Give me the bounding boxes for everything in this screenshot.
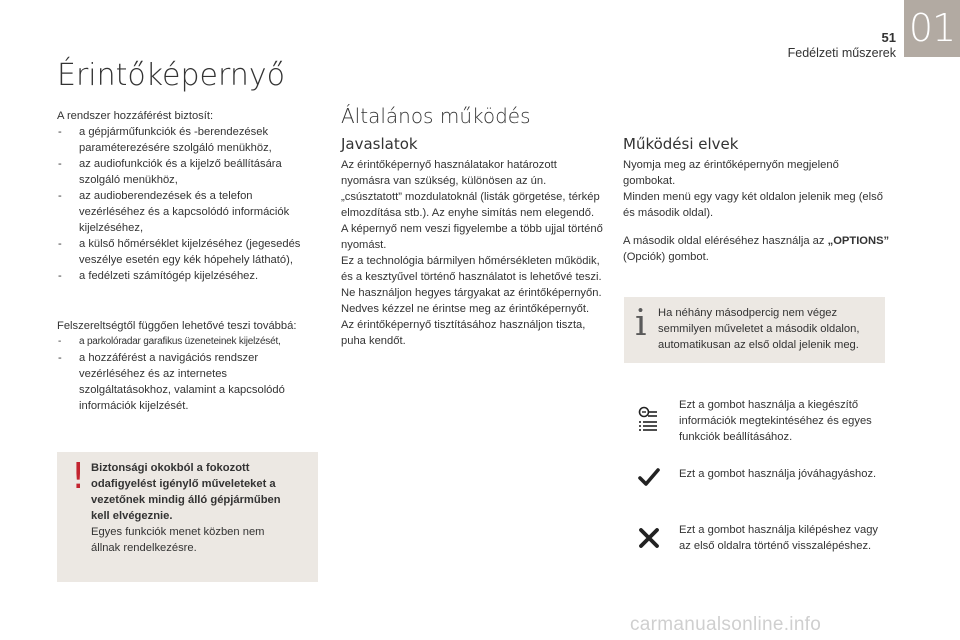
exit-button-text: Ezt a gombot használja kilépéshez vagy az első oldalra történő visszalépéshez. bbox=[679, 524, 879, 552]
list-item: - az audiofunkciók és a kijelző beállítására szolgáló menükhöz, bbox=[57, 156, 319, 188]
warning-bold-text: Biztonsági okokból a fokozott odafigyelést igénylő műveleteket a vezetőnek mindig álló gépjárműben kell elvégeznie. bbox=[91, 462, 281, 522]
operating-principles-heading: Működési elvek bbox=[623, 135, 739, 153]
warning-content bbox=[91, 460, 281, 556]
paragraph: Ne használjon hegyes tárgyakat az érintőképernyőn. bbox=[341, 287, 602, 299]
info-box bbox=[624, 297, 885, 363]
warning-box bbox=[57, 452, 318, 582]
paragraph: Nyomja meg az érintőképernyőn megjelenő gombokat. bbox=[623, 159, 839, 187]
list-item: - a hozzáférést a navigációs rendszer vezérléséhez és az internetes szolgáltatásokhoz, valamint a kapcsolódó információk kijelzését. bbox=[57, 350, 319, 414]
paragraph: Az érintőképernyő tisztításához használjon tiszta, puha kendőt. bbox=[341, 319, 586, 347]
list-item: - az audioberendezések és a telefon vezérléséhez és a kapcsolódó információk kijelzéséhez, bbox=[57, 188, 319, 236]
warning-text: Egyes funkciók menet közben nem állnak rendelkezésre. bbox=[91, 526, 265, 554]
watermark: carmanualsonline.info bbox=[630, 614, 822, 635]
settings-list-icon bbox=[637, 406, 661, 434]
paragraph: Az érintőképernyő használatakor határozott nyomásra van szükség, különösen az ún. „csúsztatott” mozdulatoknál (listák görgetése, térkép elmozdítása stb.). Az enyhe simítás nem elegendő. bbox=[341, 159, 600, 219]
options-label: „OPTIONS” bbox=[827, 235, 890, 247]
list-item: - a fedélzeti számítógép kijelzéséhez. bbox=[57, 268, 319, 284]
recommendations-text bbox=[341, 157, 603, 349]
confirm-button-text: Ezt a gombot használja jóváhagyáshoz. bbox=[679, 468, 877, 480]
options-suffix: (Opciók) gombot. bbox=[623, 251, 709, 263]
section-title: Fedélzeti műszerek bbox=[787, 46, 896, 60]
page-title: Érintőképernyő bbox=[57, 58, 285, 93]
cross-icon bbox=[638, 527, 660, 549]
list-item: - a parkolóradar garafikus üzeneteinek kijelzését, bbox=[57, 334, 319, 350]
info-icon: i bbox=[635, 303, 647, 344]
intro-text: A rendszer hozzáférést biztosít: bbox=[57, 110, 214, 122]
checkmark-icon bbox=[638, 467, 660, 487]
warning-icon: ! bbox=[71, 456, 86, 497]
paragraph: A képernyő nem veszi figyelembe a több ujjal történő nyomást. bbox=[341, 223, 603, 251]
paragraph: Ez a technológia bármilyen hőmérsékleten működik, és a kesztyűvel történő használatot is lehetővé teszi. bbox=[341, 255, 602, 283]
chapter-tab: 01 bbox=[904, 0, 960, 57]
general-operation-heading: Általános működés bbox=[341, 104, 531, 128]
paragraph: Nedves kézzel ne érintse meg az érintőképernyőt. bbox=[341, 303, 590, 315]
options-paragraph bbox=[623, 233, 891, 265]
settings-button-text: Ezt a gombot használja a kiegészítő információk megtekintéséhez és egyes funkciók beállításához. bbox=[679, 399, 872, 443]
info-text: Ha néhány másodpercig nem végez semmilyen műveletet a második oldalon, automatikusan az első oldal jelenik meg. bbox=[658, 307, 860, 351]
page-number: 51 bbox=[881, 30, 896, 45]
left-column bbox=[57, 108, 319, 414]
list-item: - a gépjárműfunkciók és -berendezések paraméterezésére szolgáló menükhöz, bbox=[57, 124, 319, 156]
operating-principles-text bbox=[623, 157, 891, 265]
list-item: - a külső hőmérséklet kijelzéséhez (jegesedés veszélye esetén egy kék hópehely látható), bbox=[57, 236, 319, 268]
options-prefix: A második oldal eléréséhez használja az bbox=[623, 235, 825, 247]
equipment-intro: Felszereltségtől függően lehetővé teszi továbbá: bbox=[57, 320, 297, 332]
recommendations-heading: Javaslatok bbox=[341, 135, 418, 153]
paragraph: Minden menü egy vagy két oldalon jelenik meg (első és második oldal). bbox=[623, 191, 883, 219]
